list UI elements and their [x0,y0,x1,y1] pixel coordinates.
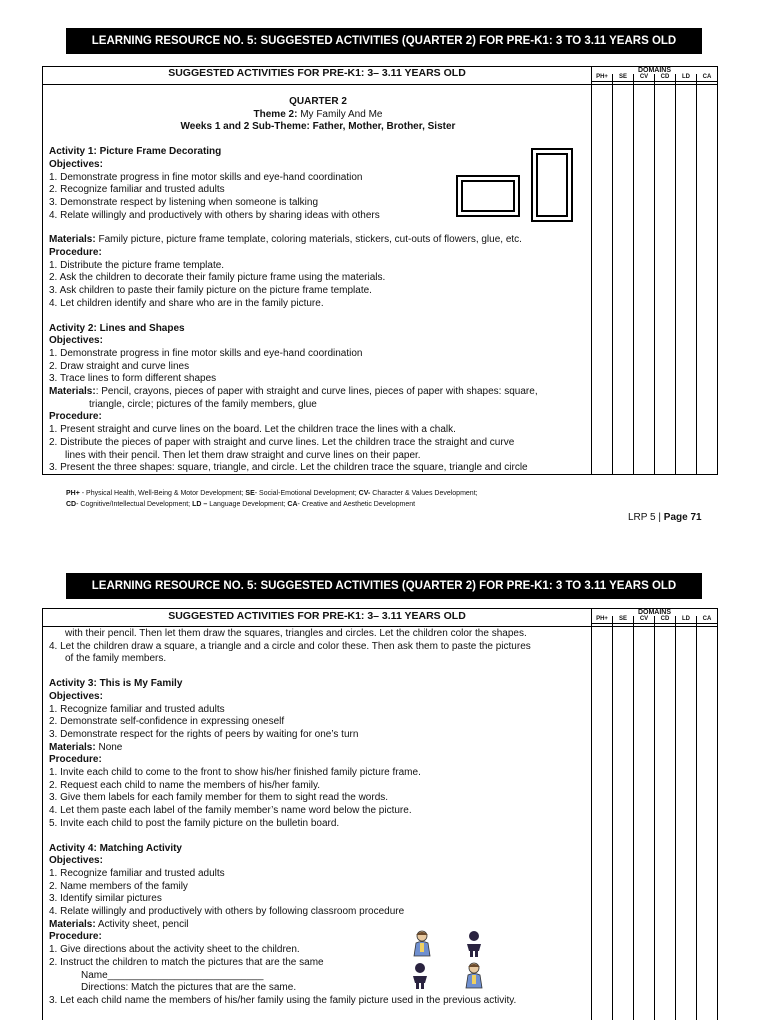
domains-label: DOMAINS [637,67,672,74]
domain-col-cv: CV [634,616,655,1020]
domain-col-ph: PH+ [592,616,613,1020]
a2-step: 1. Present straight and curve lines on the board. Let the children trace the lines with a chalk. [49,424,456,436]
father-figure-icon [463,961,485,989]
a1-objective: 3. Demonstrate respect by listening when someone is talking [49,196,319,208]
a2-materials-cont: triangle, circle; pictures of the family members, glue [89,398,317,410]
procedure-label: Procedure: [49,754,102,766]
name-line: Name____________________________ [81,969,264,981]
banner-title: LEARNING RESOURCE NO. 5: SUGGESTED ACTIVITIES (QUARTER 2) FOR PRE-K1: 3 TO 3.11 YEARS OLD [91,35,677,47]
activities-table [42,66,718,475]
domain-col-cd: CD [655,616,676,1020]
domains-columns [591,67,717,474]
a2-step-cont: of the family members. [65,653,167,665]
a2-step: 2. Distribute the pieces of paper with straight and curve lines. Let the children trace the straight and curve [49,436,515,448]
objectives-label: Objectives: [49,855,103,867]
a1-step: 1. Distribute the picture frame template. [49,259,225,271]
page-banner [66,28,702,54]
table-header: SUGGESTED ACTIVITIES FOR PRE-K1: 3– 3.11 YEARS OLD [168,67,466,79]
a2-step-cont: lines with their pencil. Then let them draw straight and curve lines on their paper. [65,449,421,461]
a1-materials: Materials: Family picture, picture frame template, coloring materials, stickers, cut-outs of flowers, glue, etc. [49,234,522,246]
banner-title: LEARNING RESOURCE NO. 5: SUGGESTED ACTIVITIES (QUARTER 2) FOR PRE-K1: 3 TO 3.11 YEARS OLD [91,580,677,592]
a4-objective: 2. Name members of the family [49,880,188,892]
directions-line: Directions: Match the pictures that are the same. [81,982,297,994]
a1-objective: 4. Relate willingly and productively with others by sharing ideas with others [49,209,380,221]
domain-col-ld: LD [676,74,697,474]
domain-col-ph: PH+ [592,74,613,474]
domain-col-cv: CV [634,74,655,474]
a4-step: 1. Give directions about the activity sheet to the children. [49,944,300,956]
domain-col-ca: CA [697,616,717,1020]
procedure-label: Procedure: [49,247,102,259]
a4-objective: 4. Relate willingly and productively with others by following classroom procedure [49,906,405,918]
child-figure-icon [409,961,431,989]
a3-objective: 3. Demonstrate respect for the rights of peers by waiting for one’s turn [49,728,359,740]
a2-step: 4. Let the children draw a square, a triangle and a circle and color these. Then ask them to paste the pictures [49,640,531,652]
a1-objective: 1. Demonstrate progress in fine motor skills and eye-hand coordination [49,171,363,183]
a1-step: 4. Let children identify and share who are in the family picture. [49,297,324,309]
theme-line: Theme 2: My Family And Me [253,108,383,120]
domains-columns [591,609,717,1020]
father-figure-icon [411,929,433,957]
domain-col-ld: LD [676,616,697,1020]
domain-col-se: SE [613,616,634,1020]
a4-objective: 3. Identify similar pictures [49,893,162,905]
quarter-heading: QUARTER 2 [289,96,347,107]
a3-objective: 1. Recognize familiar and trusted adults [49,703,225,715]
a3-objective: 2. Demonstrate self-confidence in expressing oneself [49,716,285,728]
page-banner [66,573,702,599]
a4-objective: 1. Recognize familiar and trusted adults [49,867,225,879]
weeks-line: Weeks 1 and 2 Sub-Theme: Father, Mother, Brother, Sister [180,121,456,133]
domain-col-se: SE [613,74,634,474]
a2-step: 3. Present the three shapes: square, triangle, and circle. Let the children trace the square, triangle and circle [49,462,528,474]
a1-step: 3. Ask children to paste their family picture on the picture frame template. [49,285,372,297]
objectives-label: Objectives: [49,335,103,347]
activities-table [42,608,718,1020]
a2-step-cont: with their pencil. Then let them draw the squares, triangles and circles. Let the children color the shapes. [65,628,527,639]
page2-content [49,628,587,1008]
page-number: LRP 5 | Page 71 [628,512,702,523]
domain-col-ca: CA [697,74,717,474]
objectives-label: Objectives: [49,690,103,702]
page1-content [49,96,587,475]
activity4-title: Activity 4: Matching Activity [49,842,182,854]
activity1-title: Activity 1: Picture Frame Decorating [49,146,222,158]
activity2-title: Activity 2: Lines and Shapes [49,322,185,334]
a1-step: 2. Ask the children to decorate their family picture frame using the materials. [49,272,386,284]
domains-label: DOMAINS [637,609,672,616]
a3-materials: Materials: None [49,741,123,753]
a2-objective: 3. Trace lines to form different shapes [49,373,217,385]
procedure-label: Procedure: [49,411,102,423]
domain-legend: PH+ - Physical Health, Well-Being & Motor Development; SE- Social-Emotional Development; CV- Character & Values Development; CD- Cognitive/Intellectual Development; LD – Language Development; CA- Creative and Aesthetic Development [66,490,478,508]
a3-step: 1. Invite each child to come to the front to show his/her finished family picture frame. [49,767,421,779]
procedure-label: Procedure: [49,931,102,943]
a3-step: 2. Request each child to name the members of his/her family. [49,779,321,791]
a2-objective: 2. Draw straight and curve lines [49,360,190,372]
a3-step: 3. Give them labels for each family member for them to sight read the words. [49,792,389,804]
a3-step: 4. Let them paste each label of the family member’s name word below the picture. [49,805,412,817]
a1-objective: 2. Recognize familiar and trusted adults [49,184,225,196]
child-figure-icon [463,929,485,957]
a2-objective: 1. Demonstrate progress in fine motor skills and eye-hand coordination [49,347,363,359]
a4-step: 3. Let each child name the members of his/her family using the family picture used in the previous activity. [49,994,517,1006]
a3-step: 5. Invite each child to post the family picture on the bulletin board. [49,817,340,829]
portrait-frame-illustration [531,148,573,222]
domain-col-cd: CD [655,74,676,474]
activity3-title: Activity 3: This is My Family [49,678,183,690]
objectives-label: Objectives: [49,158,103,170]
table-header: SUGGESTED ACTIVITIES FOR PRE-K1: 3– 3.11 YEARS OLD [168,610,466,622]
a4-materials: Materials: Activity sheet, pencil [49,918,189,930]
a4-step: 2. Instruct the children to match the pictures that are the same [49,956,324,968]
a2-materials: Materials:: Pencil, crayons, pieces of paper with straight and curve lines, pieces of paper with shapes: square, [49,386,538,398]
landscape-frame-illustration [456,175,520,217]
